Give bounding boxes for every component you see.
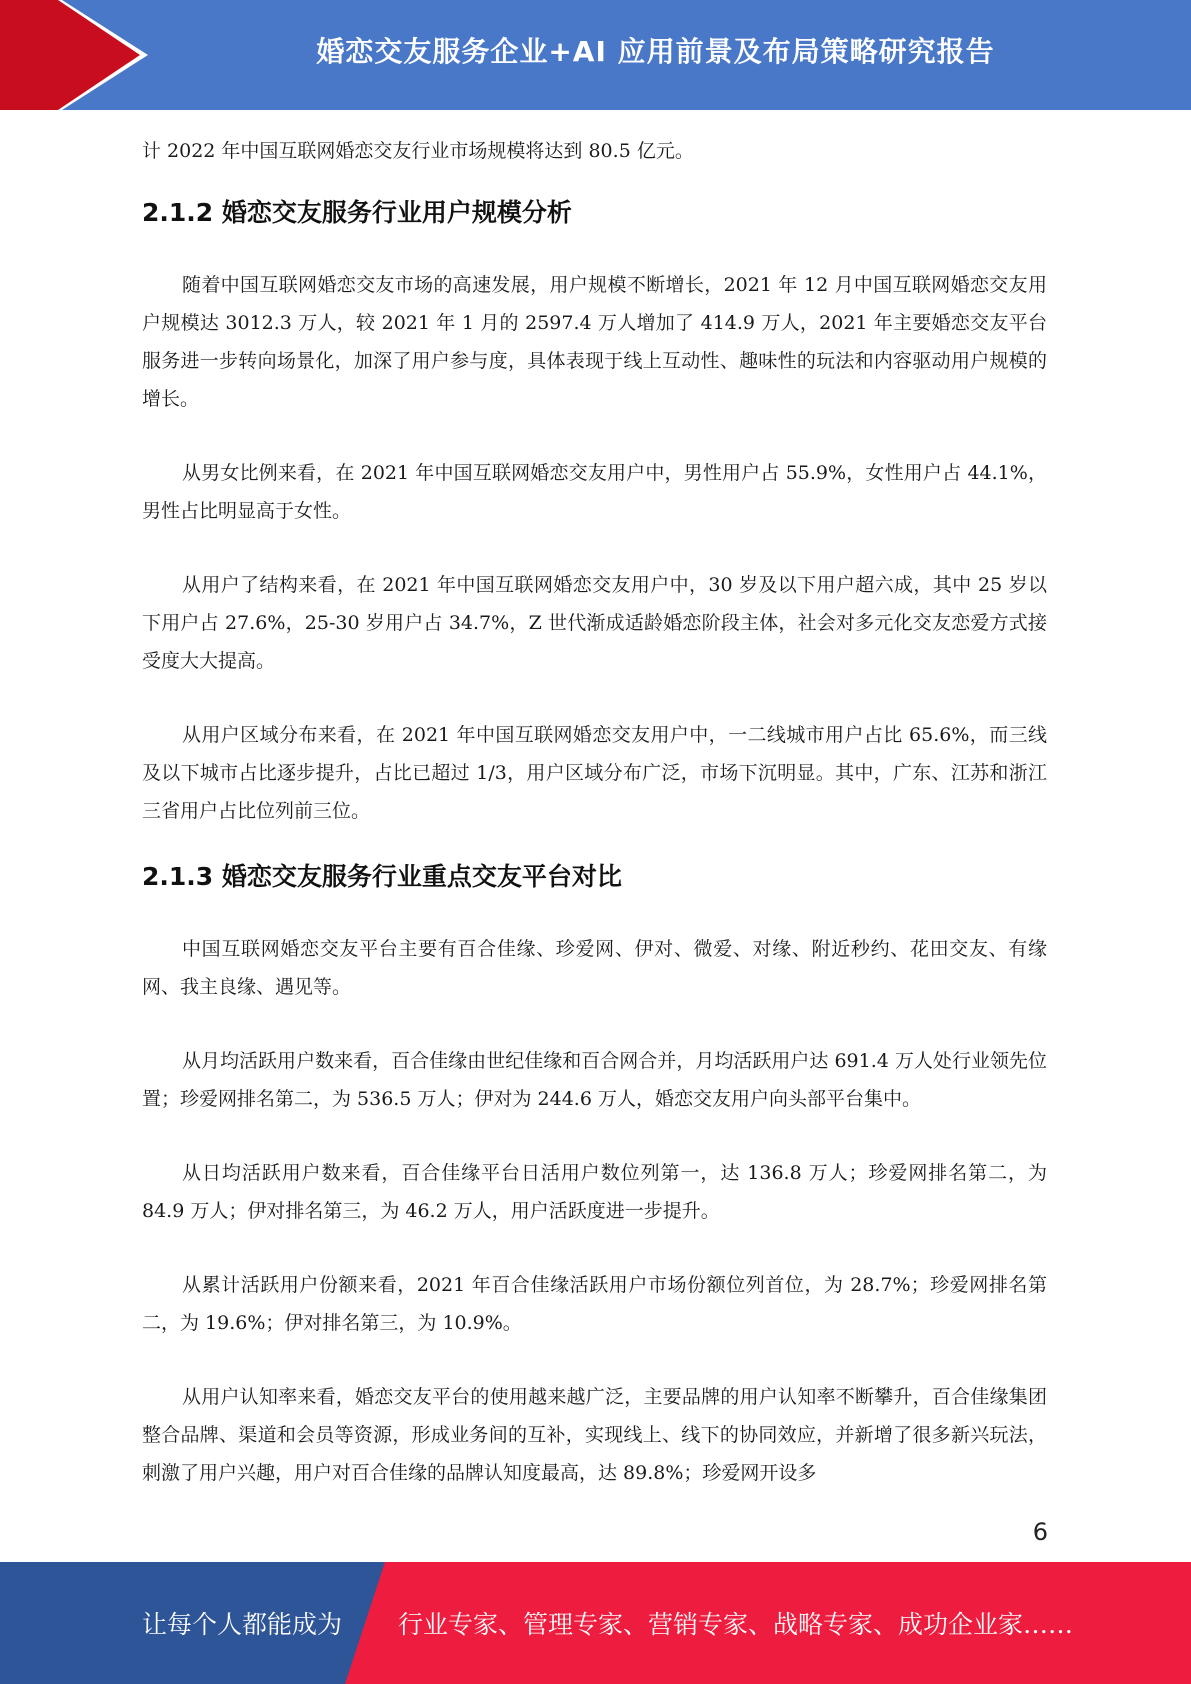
header-banner	[0, 0, 1191, 110]
page-number: 6	[1032, 1518, 1048, 1546]
document-title: 婚恋交友服务企业+AI 应用前景及布局策略研究报告	[316, 35, 995, 68]
paragraph: 从用户了结构来看，在 2021 年中国互联网婚恋交友用户中，30 岁及以下用户超六成，其中 25 岁以下用户占 27.6%，25-30 岁用户占 34.7%，Z 世代渐成适龄婚恋阶段主体，社会对多元化交友恋爱方式接受度大大提高。	[142, 574, 1047, 672]
section-title-2-1-3: 2.1.3 婚恋交友服务行业重点交友平台对比	[142, 862, 622, 891]
intro-line: 计 2022 年中国互联网婚恋交友行业市场规模将达到 80.5 亿元。	[142, 140, 694, 162]
footer-slogan-left: 让每个人都能成为	[142, 1610, 343, 1639]
paragraph: 从累计活跃用户份额来看，2021 年百合佳缘活跃用户市场份额位列首位，为 28.7%；珍爱网排名第二，为 19.6%；伊对排名第三，为 10.9%。	[142, 1274, 1047, 1334]
paragraph: 随着中国互联网婚恋交友市场的高速发展，用户规模不断增长，2021 年 12 月中国互联网婚恋交友用户规模达 3012.3 万人，较 2021 年 1 月的 2597.4 万人增加了 414.9 万人，2021 年主要婚恋交友平台服务进一步转向场景化，加深了用户参与度，具体表现于线上互动性、趣味性的玩法和内容驱动用户规模的增长。	[142, 274, 1047, 410]
paragraph: 中国互联网婚恋交友平台主要有百合佳缘、珍爱网、伊对、微爱、对缘、附近秒约、花田交友、有缘网、我主良缘、遇见等。	[142, 938, 1047, 998]
paragraph: 从月均活跃用户数来看，百合佳缘由世纪佳缘和百合网合并，月均活跃用户达 691.4 万人处行业领先位置；珍爱网排名第二，为 536.5 万人；伊对为 244.6 万人，婚恋交友用户向头部平台集中。	[142, 1050, 1047, 1110]
footer-slogan-right: 行业专家、管理专家、营销专家、战略专家、成功企业家……	[398, 1610, 1074, 1639]
footer-banner	[0, 1562, 1191, 1684]
section-title-2-1-2: 2.1.2 婚恋交友服务行业用户规模分析	[142, 198, 572, 227]
paragraph: 从用户认知率来看，婚恋交友平台的使用越来越广泛，主要品牌的用户认知率不断攀升，百合佳缘集团整合品牌、渠道和会员等资源，形成业务间的互补，实现线上、线下的协同效应，并新增了很多新兴玩法，刺激了用户兴趣，用户对百合佳缘的品牌认知度最高，达 89.8%；珍爱网开设多	[142, 1386, 1047, 1484]
document-body	[142, 132, 1047, 1492]
paragraph: 从日均活跃用户数来看，百合佳缘平台日活用户数位列第一，达 136.8 万人；珍爱网排名第二，为 84.9 万人；伊对排名第三，为 46.2 万人，用户活跃度进一步提升。	[142, 1162, 1047, 1222]
paragraph: 从用户区域分布来看，在 2021 年中国互联网婚恋交友用户中，一二线城市用户占比 65.6%，而三线及以下城市占比逐步提升，占比已超过 1/3，用户区域分布广泛，市场下沉明显。其中，广东、江苏和浙江三省用户占比位列前三位。	[142, 724, 1047, 822]
paragraph: 从男女比例来看，在 2021 年中国互联网婚恋交友用户中，男性用户占 55.9%，女性用户占 44.1%，男性占比明显高于女性。	[142, 462, 1047, 522]
